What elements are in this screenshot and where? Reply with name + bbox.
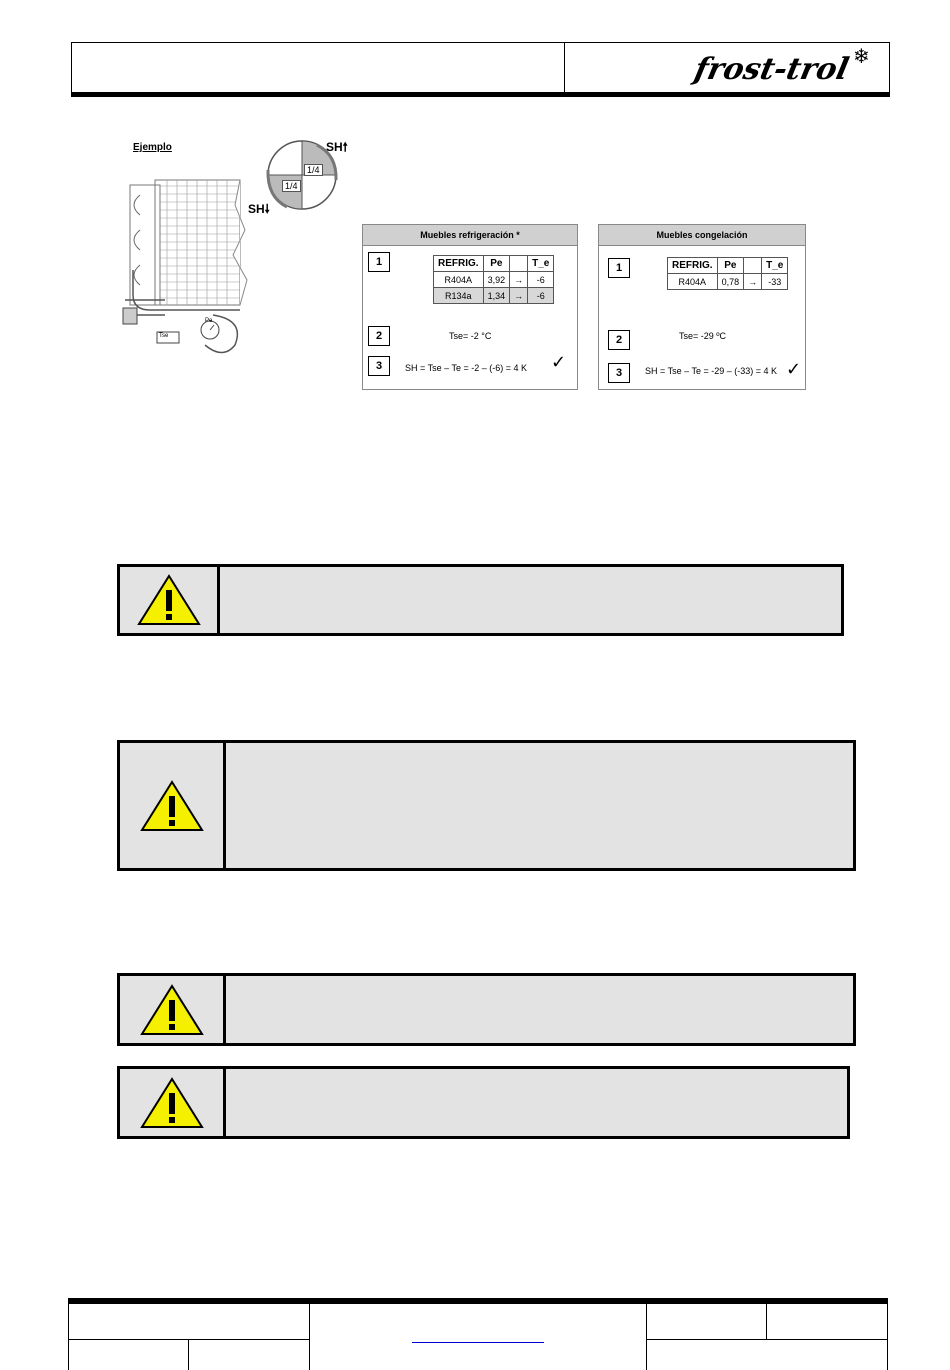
step-1-box: 1 [368,252,390,272]
sh-down-label [248,200,270,221]
warning-triangle-icon [136,573,202,627]
step-2-box: 2 [368,326,390,346]
check-icon: ✓ [551,352,567,373]
warning-triangle-icon [139,983,205,1037]
footer-line [309,1298,310,1370]
warning-icon-cell [120,1069,226,1136]
warning-box-4 [117,1066,850,1139]
cell-refrig: R134a [434,288,484,304]
cell-te: -6 [528,288,554,304]
refrigeration-panel [362,224,578,390]
cell-te: -6 [528,272,554,288]
warning-icon-cell [120,743,226,868]
freezing-panel [598,224,806,390]
table-row [434,272,554,288]
brand-logo: frost-trol [691,52,852,87]
arrow-right-icon: → [510,272,528,288]
footer-line [188,1339,189,1370]
sh-up-text: SH [326,140,343,154]
warning-box-3 [117,973,856,1046]
col-pe: Pe [483,256,510,272]
col-te: T_e [762,258,788,274]
sh-down-text: SH [248,202,265,216]
col-pe: Pe [717,258,744,274]
warning-box-2 [117,740,856,871]
refrigerant-table [667,257,788,290]
sh-up-label [326,138,348,159]
footer-line [646,1339,888,1340]
col-refrig: REFRIG. [434,256,484,272]
tse-value: Tse= -29 ºC [679,331,727,341]
col-arrow [744,258,762,274]
warning-triangle-icon [139,779,205,833]
warning-icon-cell [120,567,220,633]
footer-line [646,1298,647,1370]
step-1-box: 1 [608,258,630,278]
sensor-label: Tse [159,333,169,339]
check-icon: ✓ [786,359,802,380]
table-row [434,288,554,304]
arrow-down-icon: 🠗 [264,202,270,216]
tse-value: Tse= -2 °C [449,331,492,341]
col-arrow [510,256,528,272]
col-te: T_e [528,256,554,272]
warning-text [220,567,841,633]
warning-icon-cell [120,976,226,1043]
warning-text [226,1069,847,1136]
cell-refrig: R404A [668,274,718,290]
cell-pe: 0,78 [717,274,744,290]
footer-link[interactable] [412,1342,544,1343]
footer-rule [68,1298,888,1304]
cell-pe: 3,92 [483,272,510,288]
header-rule [71,92,890,97]
arrow-right-icon: → [510,288,528,304]
cell-te: -33 [762,274,788,290]
arrow-right-icon: → [744,274,762,290]
panel-title: Muebles congelación [599,225,805,246]
gauge-label: Pe [205,318,213,324]
example-label: Ejemplo [133,142,172,153]
cell-pe: 1,34 [483,288,510,304]
quarter-turn-label-up: 1/4 [304,164,323,176]
arrow-up-icon: 🠕 [342,140,348,154]
refrigerant-table [433,255,554,304]
header-divider [564,42,565,97]
step-2-box: 2 [608,330,630,350]
sh-formula: SH = Tse – Te = -2 – (-6) = 4 K [405,363,527,373]
cell-refrig: R404A [434,272,484,288]
footer-line [766,1298,767,1339]
footer-line [68,1298,69,1370]
warning-text [226,743,853,868]
panel-title: Muebles refrigeración * [363,225,577,246]
col-refrig: REFRIG. [668,258,718,274]
footer-line [68,1339,309,1340]
sh-formula: SH = Tse – Te = -29 – (-33) = 4 K [645,366,777,376]
snowflake-icon: ❄ [853,44,870,68]
step-3-box: 3 [608,363,630,383]
warning-text [226,976,853,1043]
warning-triangle-icon [139,1076,205,1130]
table-row [668,274,788,290]
footer-line [887,1298,888,1370]
warning-box-1 [117,564,844,636]
step-3-box: 3 [368,356,390,376]
quarter-turn-label-down: 1/4 [282,180,301,192]
